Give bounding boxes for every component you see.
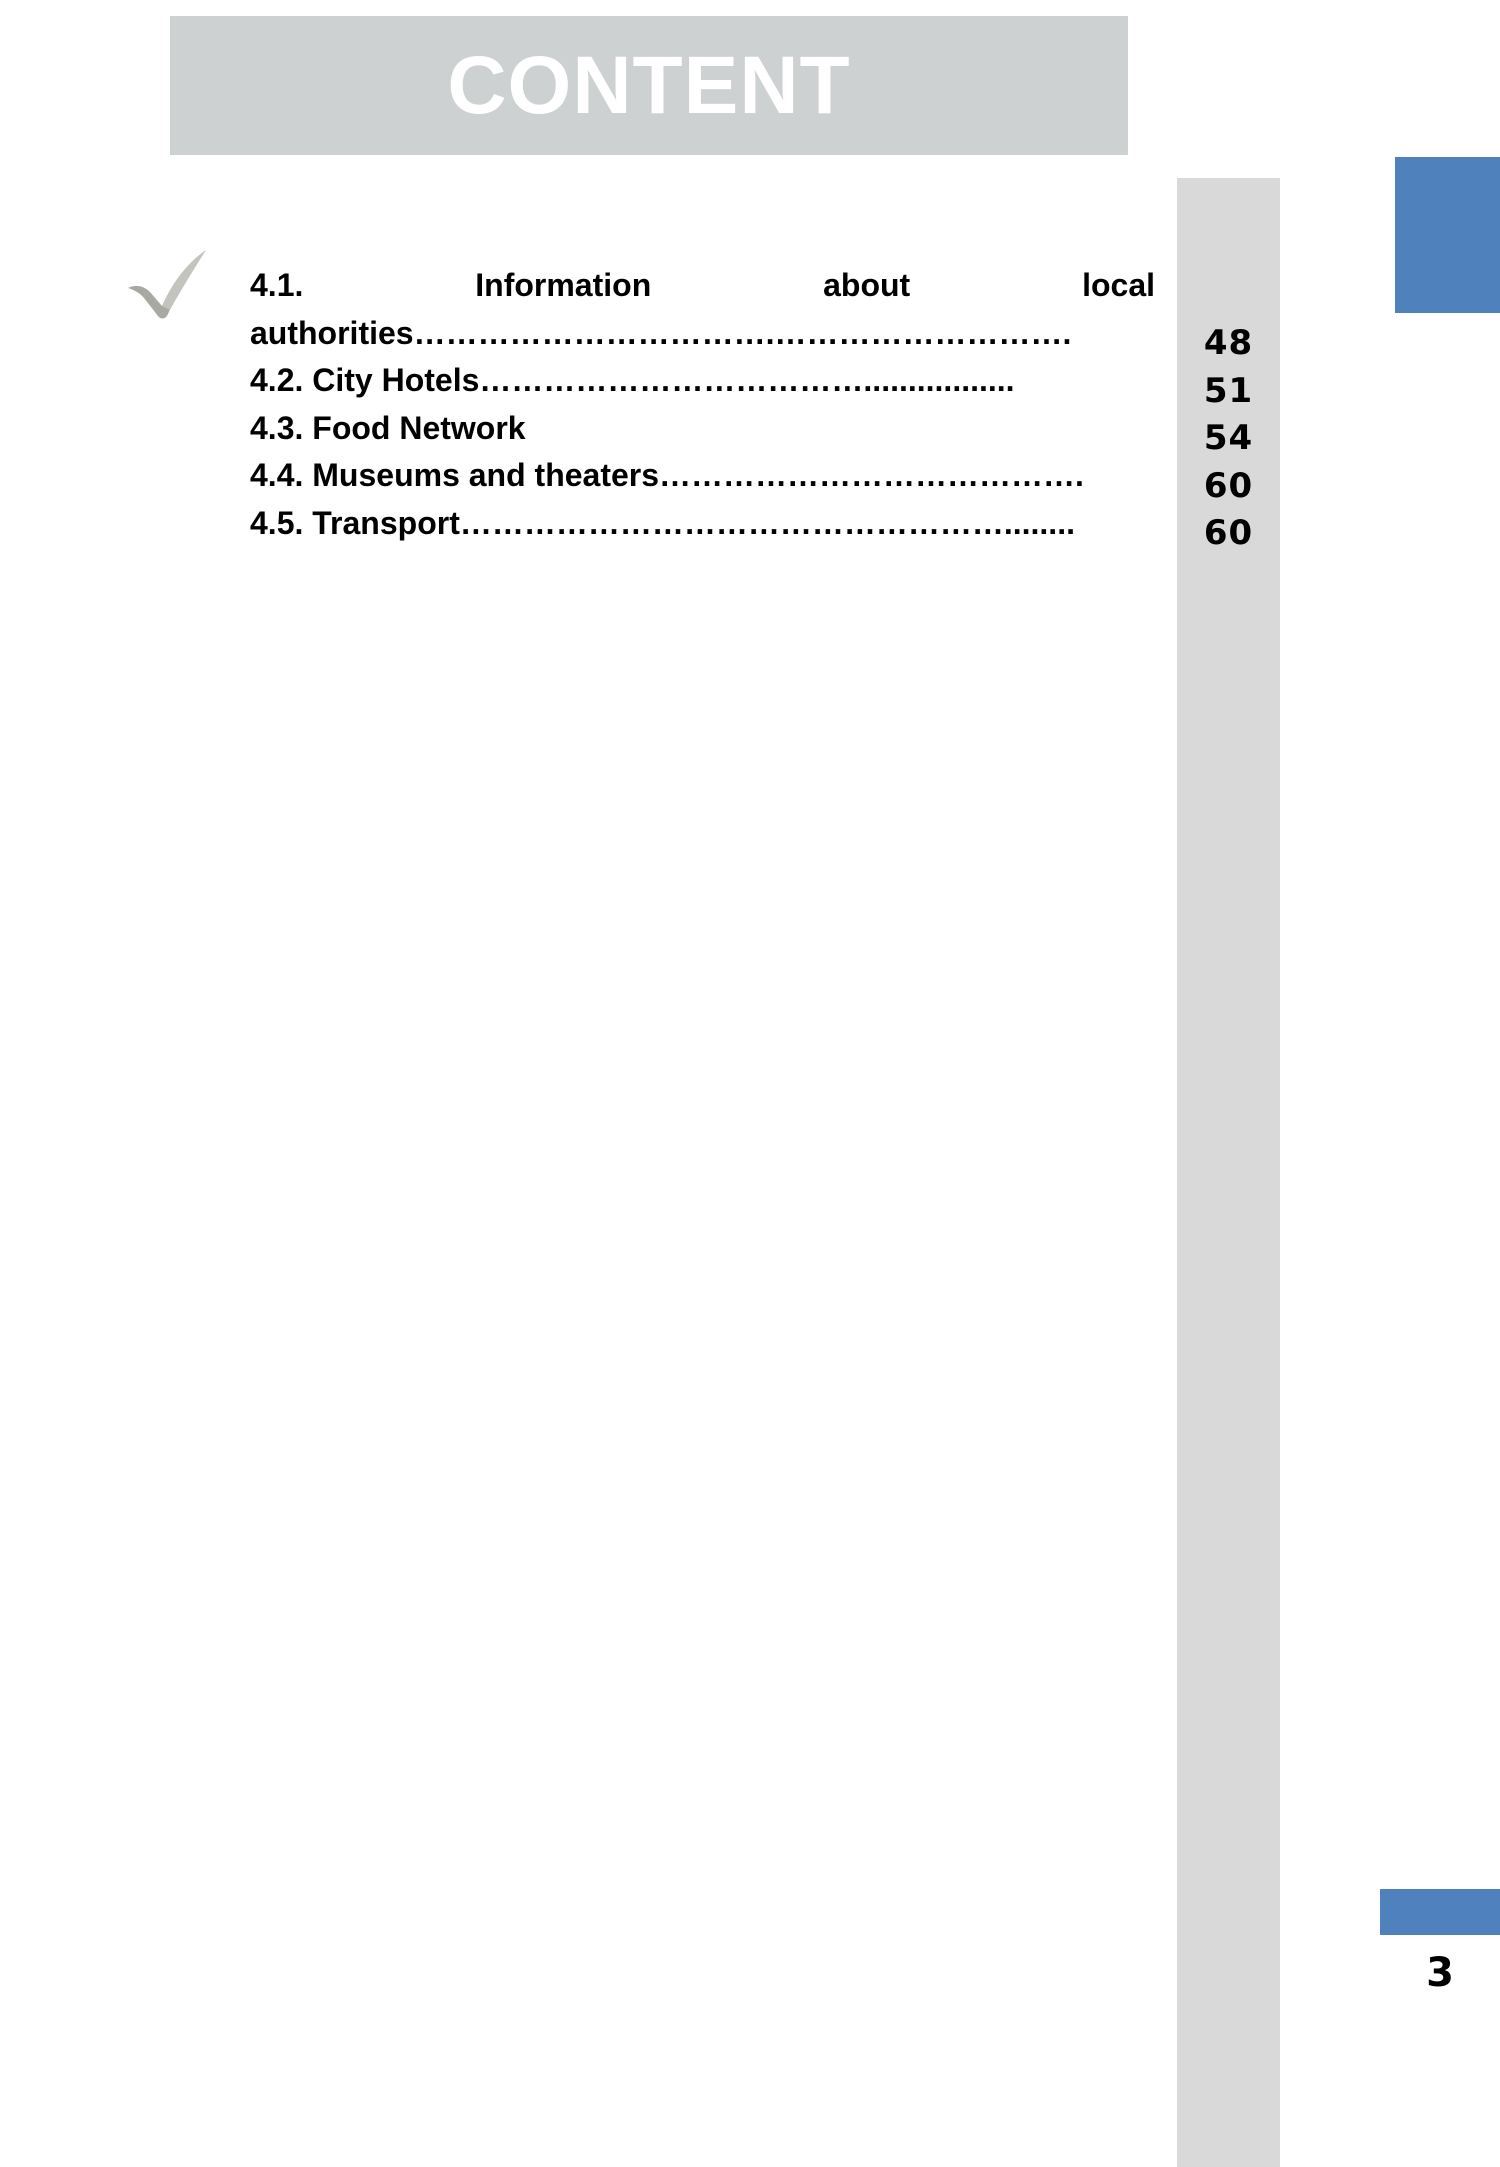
- toc-page-number: 54: [1203, 418, 1254, 458]
- toc-page-number: 51: [1203, 370, 1254, 411]
- toc-entry-4-5[interactable]: 4.5. Transport……………………………………………........: [250, 504, 1075, 541]
- toc-page-number: 60: [1203, 513, 1254, 553]
- toc-page-numbers: [1177, 320, 1280, 558]
- toc-entry-4-1-continuation: authorities…………………………….……………………….: [250, 314, 1072, 351]
- toc-entry-4-2[interactable]: 4.2. City Hotels……………………………….................: [250, 362, 1015, 398]
- blue-tab-top: [1395, 157, 1500, 313]
- blue-tab-bottom: [1380, 1889, 1500, 1935]
- toc-word: about: [823, 267, 911, 303]
- toc-word: Information: [475, 267, 652, 303]
- toc-word: 4.1.: [250, 267, 304, 303]
- title-banner: [170, 16, 1128, 155]
- toc-entry-4-1[interactable]: [250, 262, 1155, 357]
- checkmark-icon: [126, 248, 208, 322]
- toc-page-number: 48: [1203, 323, 1254, 363]
- toc-entry-4-3[interactable]: 4.3. Food Network: [250, 409, 526, 446]
- table-of-contents: [250, 262, 1155, 547]
- toc-page-number: 60: [1203, 465, 1254, 506]
- page-number: 3: [1426, 1950, 1454, 1996]
- page-title: CONTENT: [447, 39, 851, 131]
- toc-entry-4-1-first-line: [250, 262, 1155, 310]
- toc-word: local: [1082, 267, 1155, 303]
- toc-entry-4-4[interactable]: 4.4. Museums and theaters………………………………….: [250, 457, 1084, 493]
